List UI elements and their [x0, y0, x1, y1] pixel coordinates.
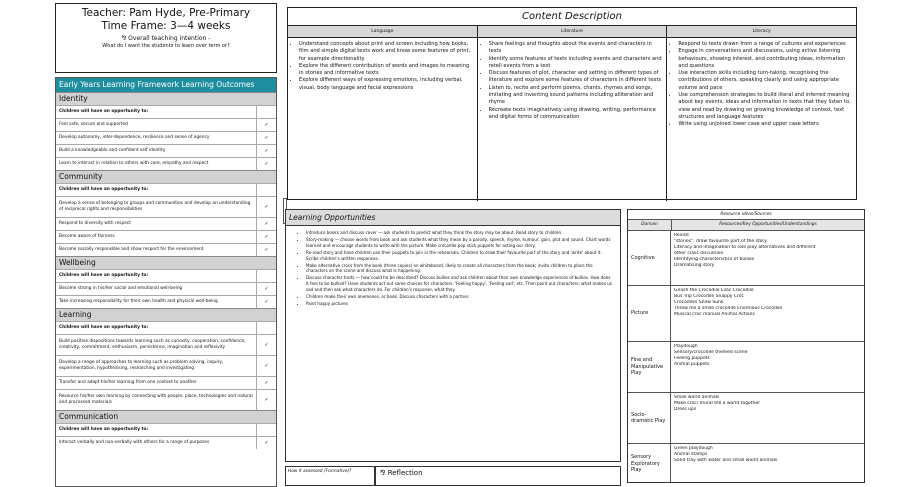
- content-item: • Explore different ways of expressing emotions, including verbal, visual, body language and facial expressions: [299, 77, 473, 92]
- check-mark: [257, 270, 276, 282]
- resource-line: Animal puppets: [674, 362, 710, 367]
- framework-outcome-text: Interact verbally and non-verbally with others for a range of purposes: [56, 437, 257, 449]
- check-mark: ✓: [264, 363, 269, 369]
- framework-row: [56, 144, 276, 157]
- resource-domain: Cognitive: [628, 231, 671, 285]
- resource-list: [671, 231, 864, 285]
- framework-row: [56, 243, 276, 256]
- resource-line: Animal stamps: [674, 452, 708, 457]
- resource-row: [628, 286, 864, 342]
- resource-line: Dramatising story: [674, 263, 715, 268]
- framework-outcome-text: Build positive dispositions towards learning such as curiosity, cooperation, confidence, creativity, commitment, enthusiasm, persistence, imagination and reflexivity: [56, 335, 257, 355]
- content-column-list: [667, 38, 856, 129]
- resources-table: [627, 209, 865, 483]
- content-column: [288, 26, 478, 201]
- resources-body: [628, 231, 864, 483]
- resource-line: Feeling puppets: [674, 356, 710, 361]
- resources-title: Resource ideas/Sources: [628, 210, 864, 220]
- reflection-title: ⅋ Reflection: [380, 469, 423, 477]
- framework-outcome-text: Develop a range of approaches to learning such as problem solving, inquiry, experimentation, hypothesising, researching and investigating: [56, 356, 257, 376]
- framework-row: [56, 157, 276, 170]
- check-mark: ✓: [264, 299, 269, 305]
- resource-line: Gnash the Crocodile Lilac Crocodile: [674, 288, 754, 293]
- check-mark: ✓: [264, 397, 269, 403]
- framework-section-heading: Community: [56, 170, 276, 183]
- framework-outcome-text: Children will have an opportunity to:: [56, 270, 257, 282]
- time-frame: Time Frame: 3—4 weeks: [101, 20, 231, 32]
- content-item: • Discuss features of plot, character and setting in different types of literature and explore some features of characters in different texts: [489, 70, 663, 85]
- learning-opportunities-title: Learning Opportunities: [286, 210, 620, 226]
- content-column-list: [288, 38, 477, 92]
- framework-outcome-text: Feel safe, secure and supported: [56, 119, 257, 131]
- resource-line: Dress ups: [674, 407, 697, 412]
- check-mark: [257, 184, 276, 196]
- check-mark: ✓: [264, 161, 269, 167]
- check-mark: ✓: [264, 247, 269, 253]
- framework-outcome-text: Build a knowledgeable and confident self identity: [56, 145, 257, 157]
- check-mark: ✓: [264, 286, 269, 292]
- framework-section-heading: Learning: [56, 308, 276, 321]
- framework-section-heading: Communication: [56, 410, 276, 423]
- learning-opportunities-list: [286, 226, 620, 307]
- framework-row: [56, 295, 276, 308]
- learning-opportunity-item: • Make alternative crocs from the book (three copies) on whiteboard, likely to create all characters from the book; invite children to place the characters on the scene and discuss what is happening.: [306, 263, 612, 275]
- framework-row: [56, 105, 276, 118]
- framework-outcome-text: Children will have an opportunity to:: [56, 106, 257, 118]
- reflection-box: [375, 466, 621, 486]
- resource-line: Sensory/crocodile themed scene: [674, 350, 748, 355]
- intention-text: What do I want the students to learn over term or?: [102, 43, 230, 49]
- resource-line: "stories", draw favourite part of the story: [674, 239, 767, 244]
- content-column-list: [478, 38, 667, 121]
- resource-line: other class discussion: [674, 251, 724, 256]
- framework-row: [56, 196, 276, 217]
- content-item: • Use comprehension strategies to build literal and inferred meaning about key events, ideas and information in texts that they listen to, view and read by drawing on growing knowledge of context, text structures and language features: [678, 92, 852, 121]
- content-item: • Respond to texts drawn from a range of cultures and experiences: [678, 41, 852, 48]
- content-column: [478, 26, 668, 201]
- check-mark: ✓: [264, 380, 269, 386]
- framework-outcome-text: Resource his/her own learning by connecting with people, place, technologies and natural and processed materials: [56, 390, 257, 410]
- learning-opportunity-item: • Discuss character traits — how could he be described? Discuss bullies and ask children about their own knowledge experiences of bullies. How does it feel to be bullied? Have students act out some choices for characters. 'Feeling happy', 'Feeling sad', etc. Then point out characters: what makes us sad and then ask what characters do. For children's response, what they.: [306, 275, 612, 293]
- framework-section-heading: Wellbeing: [56, 256, 276, 269]
- content-item: • Recreate texts imaginatively using drawing, writing, performance and digital forms of communication: [489, 107, 663, 122]
- framework-row: [56, 436, 276, 449]
- resource-list: [671, 444, 864, 483]
- check-mark: [257, 106, 276, 118]
- assessment-title: How it assessed (Formative)?: [288, 469, 352, 474]
- resource-row: [628, 393, 864, 444]
- framework-outcome-text: Develop autonomy, inter-dependence, resilience and sense of agency: [56, 132, 257, 144]
- content-item: • Share feelings and thoughts about the events and characters in texts: [489, 41, 663, 56]
- resource-line: Make croc/ mural tell a world together: [674, 401, 761, 406]
- framework-outcome-text: Become aware of fairness: [56, 231, 257, 243]
- check-mark: ✓: [264, 122, 269, 128]
- content-column-heading: Literacy: [667, 26, 856, 38]
- check-mark: ✓: [264, 135, 269, 141]
- resource-list: [671, 286, 864, 341]
- resource-line: Throw me a smile crocodile Enormous Crocodile: [674, 306, 783, 311]
- framework-row: [56, 423, 276, 436]
- resource-line: Bus Trip Crocodile Snappy Croc: [674, 294, 745, 299]
- framework-outcome-text: Children will have an opportunity to:: [56, 322, 257, 334]
- resource-list: [671, 393, 864, 443]
- content-item: • Use interaction skills including turn-taking, recognising the contributions of others, speaking clearly and using appropriate volume and pace: [678, 70, 852, 92]
- learning-opportunity-item: • Paint happy pictures: [306, 301, 612, 307]
- content-item: • Engage in conversations and discussions, using active listening behaviours, showing interest, and contributing ideas, information and questions: [678, 48, 852, 70]
- content-description-title: Content Description: [288, 8, 856, 26]
- resource-line: Revisit: [674, 233, 689, 238]
- framework-row: [56, 230, 276, 243]
- learning-opportunity-item: • Re-read story and have children use their puppets to join in the rehearsals. Children to draw their favourite part of the story and 'write' about it. Scribe children's written responses.: [306, 250, 612, 262]
- resources-domain-header: Domain: [628, 220, 672, 230]
- content-item: • Listen to, recite and perform poems, chants, rhymes and songs, imitating and inventing sound patterns including alliteration and rhyme: [489, 85, 663, 107]
- resource-domain: Fine and Manipulative Play: [628, 342, 671, 392]
- framework-outcome-text: Take increasing responsibility for their own health and physical well-being: [56, 296, 257, 308]
- resource-row: [628, 231, 864, 286]
- resource-line: Green playdough: [674, 446, 713, 451]
- framework-outcome-text: Respond to diversity with respect: [56, 218, 257, 230]
- check-mark: [257, 322, 276, 334]
- resource-domain: Picture: [628, 286, 671, 341]
- resource-line: Literacy and imagination to role play alternatives and different: [674, 245, 816, 250]
- framework-row: [56, 183, 276, 196]
- learning-opportunity-item: • Story-making — choose words from book and ask students what they mean by a parody, speech, rhyme, humour, gain, plot and sound. Chart words learned and encourage students to write with the picture. Make crocodile pop stick puppets for acting our story.: [306, 237, 612, 249]
- resource-row: [628, 342, 864, 393]
- framework-outcome-text: Transfer and adapt his/her learning from one context to another: [56, 377, 257, 389]
- content-description-columns: [288, 26, 856, 201]
- resource-line: Playdough: [674, 344, 698, 349]
- content-item: • Understand concepts about print and screen including how books, film and simple digital texts work and know some features of print, for example directionality: [299, 41, 473, 63]
- framework-outcome-text: Develop a sense of belonging to groups and communities and develop an understanding of reciprocal rights and responsibilities: [56, 197, 257, 217]
- resource-row: [628, 444, 864, 483]
- framework-row: [56, 217, 276, 230]
- resource-line: Crocodiles Snow Sunk: [674, 300, 724, 305]
- check-mark: ✓: [264, 234, 269, 240]
- framework-row: [56, 269, 276, 282]
- check-mark: [257, 424, 276, 436]
- assessment-box: [285, 466, 375, 486]
- framework-table: [55, 77, 277, 487]
- content-description: [287, 7, 857, 200]
- framework-row: [56, 282, 276, 295]
- framework-outcome-text: Become strong in his/her social and emotional well-being: [56, 283, 257, 295]
- framework-row: [56, 376, 276, 389]
- resource-domain: Sensory Exploratory Play: [628, 444, 671, 483]
- framework-outcome-text: Become socially responsible and show respect for the environment: [56, 244, 257, 256]
- content-item: • Write using unjoined lower case and upper case letters: [678, 121, 852, 128]
- resource-line: Identifying characteristics of bullies: [674, 257, 755, 262]
- framework-row: [56, 389, 276, 410]
- framework-row: [56, 131, 276, 144]
- learning-opportunity-item: • Children make their own anemones, or book. Discuss characters with a partner.: [306, 294, 612, 300]
- resources-key-header: Resources/Key Opportunities/Understandings: [719, 222, 817, 227]
- content-column-heading: Language: [288, 26, 477, 38]
- framework-row: [56, 321, 276, 334]
- resource-domain: Socio-dramatic Play: [628, 393, 671, 443]
- intention-label: ⅋ Overall teaching intention -: [121, 35, 211, 42]
- plan-header: [55, 3, 277, 73]
- check-mark: ✓: [264, 342, 269, 348]
- framework-outcome-text: Learn to interact in relation to others with care, empathy and respect: [56, 158, 257, 170]
- learning-opportunity-item: • Introduce books and discuss cover — ask students to predict what they think the story may be about. Read story to children.: [306, 230, 612, 236]
- framework-row: [56, 334, 276, 355]
- framework-row: [56, 355, 276, 376]
- resources-header-row: [628, 220, 864, 231]
- check-mark: ✓: [264, 221, 269, 227]
- content-column: [667, 26, 856, 201]
- resource-line: Musical croc manual Animal Actions: [674, 312, 755, 317]
- framework-row: [56, 118, 276, 131]
- check-mark: ✓: [264, 204, 269, 210]
- framework-section-heading: Identity: [56, 92, 276, 105]
- framework-outcome-text: Children will have an opportunity to:: [56, 424, 257, 436]
- content-item: • Identify some features of texts including events and characters and retell events from a text: [489, 56, 663, 71]
- teacher-name: Teacher: Pam Hyde, Pre-Primary: [81, 7, 251, 19]
- resource-line: Small world animals: [674, 395, 720, 400]
- check-mark: ✓: [264, 440, 269, 446]
- check-mark: ✓: [264, 148, 269, 154]
- content-column-heading: Literature: [478, 26, 667, 38]
- framework-outcome-text: Children will have an opportunity to:: [56, 184, 257, 196]
- learning-opportunities: [285, 209, 621, 462]
- framework-body: [56, 92, 276, 449]
- framework-title: Early Years Learning Framework Learning Outcomes: [56, 78, 276, 92]
- resource-line: Sand tray with water and small world animals: [674, 458, 778, 463]
- content-item: • Explore the different contribution of words and images to meaning in stories and informative texts: [299, 63, 473, 78]
- resource-list: [671, 342, 864, 392]
